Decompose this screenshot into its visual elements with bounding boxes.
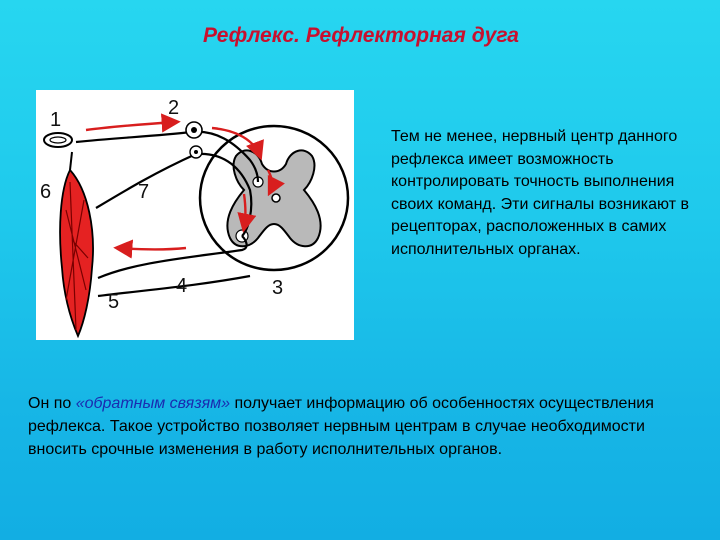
feedback-term: «обратным связям» <box>75 395 231 412</box>
receptor-icon <box>44 133 72 147</box>
label-3: 3 <box>272 277 284 299</box>
label-2: 2 <box>168 97 180 119</box>
spinal-cord-section <box>200 126 348 270</box>
muscle-icon <box>60 152 93 336</box>
side-paragraph: Тем не менее, нервный центр данного рефлекса имеет возможность контролировать точность выполнения своих команд. Эти сигналы возникают в рецепторах, расположенных в самих исполнительных органах. <box>391 128 689 258</box>
bottom-text-prefix: Он по <box>28 395 76 412</box>
label-4: 4 <box>176 275 188 297</box>
label-1: 1 <box>50 109 62 131</box>
slide-title: Рефлекс. Рефлекторная дуга <box>203 24 519 47</box>
bottom-text-suffix: получает информацию об особенностях осуществления рефлекса. Такое устройство позволяет нервным центрам в случае необходимости вносить срочные изменения в работу исполнительных органов. <box>28 395 654 458</box>
label-6: 6 <box>40 181 52 203</box>
reflex-arc-diagram <box>36 90 354 340</box>
ganglion-icon <box>186 122 202 158</box>
reflex-arc-svg <box>36 90 354 340</box>
label-7: 7 <box>138 181 150 203</box>
bottom-paragraph <box>28 392 688 461</box>
label-5: 5 <box>108 291 120 313</box>
